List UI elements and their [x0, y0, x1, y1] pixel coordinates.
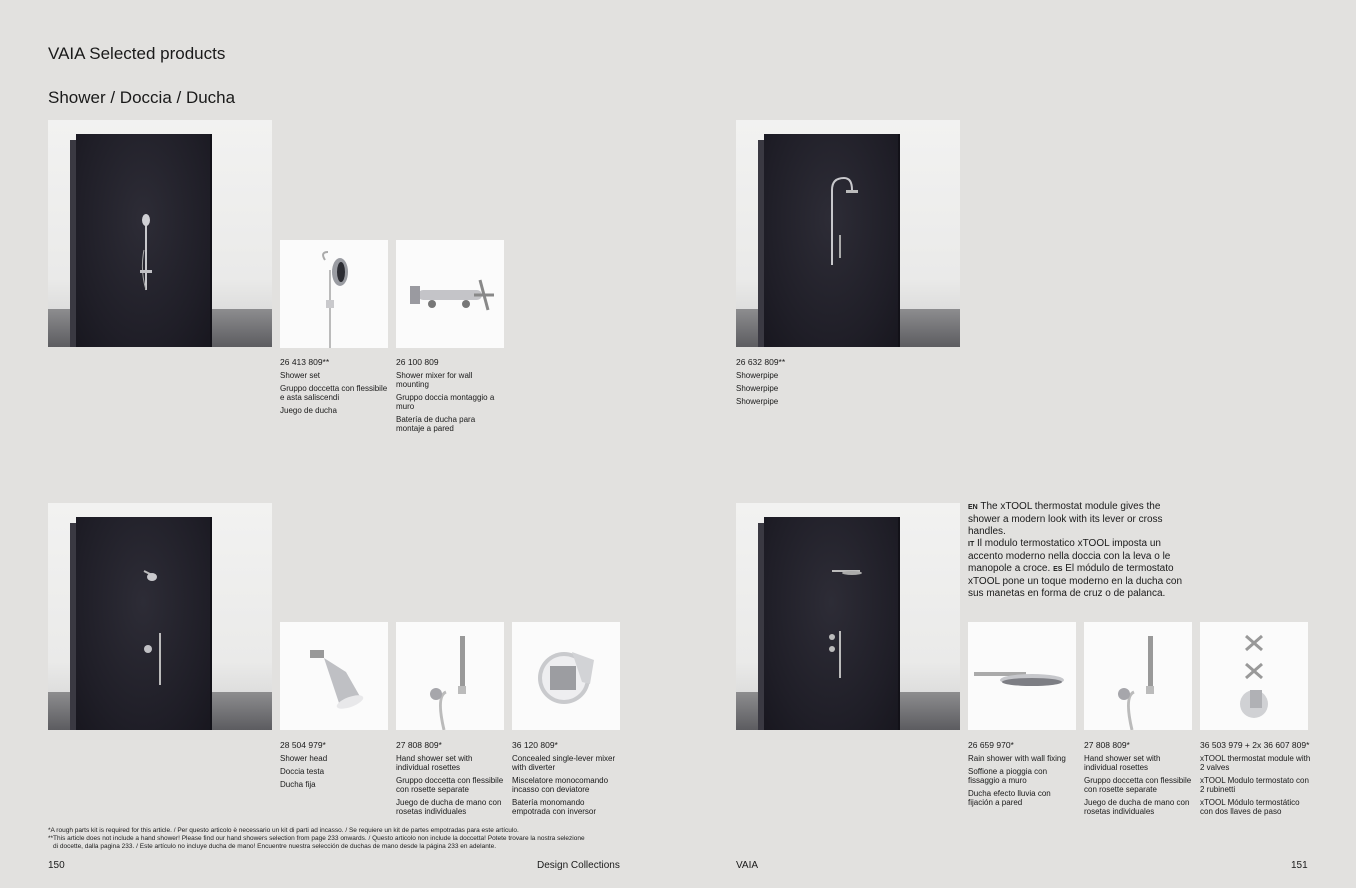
product-desc-it: Doccia testa [280, 767, 325, 776]
running-footer-right: VAIA [736, 860, 759, 871]
note-en: The xTOOL thermostat module gives the shower a modern look with its lever or cross handles. [968, 501, 1163, 537]
page-title: VAIA Selected products [48, 44, 226, 63]
lang-tag-en: EN [968, 504, 978, 511]
scene-image-showerpipe [736, 120, 960, 347]
caption-p8 [1084, 741, 1192, 820]
product-desc-es: Batería de ducha para montaje a pared [396, 415, 476, 433]
caption-p7 [968, 741, 1076, 811]
caption-p9 [1200, 741, 1312, 820]
product-code: 36 120 809* [512, 740, 558, 750]
product-desc-es: Batería monomando empotrada con inversor [512, 798, 597, 816]
product-desc-it: Gruppo doccetta con flessibile e asta saliscendi [280, 384, 388, 402]
lang-tag-es: ES [1053, 566, 1063, 573]
scene-image-xtool [736, 503, 960, 730]
product-desc-en: Hand shower set with individual rosettes [1084, 754, 1161, 772]
caption-p2 [396, 358, 500, 437]
product-desc-it: Showerpipe [736, 384, 779, 393]
product-desc-it: Gruppo doccetta con flessibile con rosette separate [1084, 776, 1192, 794]
caption-p5 [396, 741, 504, 820]
product-desc-it: xTOOL Modulo termostato con 2 rubinetti [1200, 776, 1309, 794]
product-code: 28 504 979* [280, 740, 326, 750]
product-desc-es: xTOOL Módulo termostático con dos llaves de paso [1200, 798, 1300, 816]
caption-p1 [280, 358, 392, 419]
product-desc-es: Juego de ducha de mano con rosetas individuales [1084, 798, 1190, 816]
product-desc-it: Gruppo doccia montaggio a muro [396, 393, 495, 411]
section-title: Shower / Doccia / Ducha [48, 88, 236, 107]
caption-p3 [736, 358, 848, 410]
product-desc-en: Rain shower with wall fixing [968, 754, 1066, 763]
product-image-hand-shower-set-2 [1084, 622, 1192, 730]
product-code: 27 808 809* [396, 740, 442, 750]
product-desc-en: Shower head [280, 754, 328, 763]
product-code: 26 413 809** [280, 357, 330, 367]
product-desc-it: Gruppo doccetta con flessibile con rosette separate [396, 776, 504, 794]
caption-p6 [512, 741, 620, 820]
product-image-hand-shower-set [396, 622, 504, 730]
product-desc-es: Juego de ducha [280, 406, 337, 415]
footnote [48, 827, 628, 851]
scene-image-shower-head [48, 503, 272, 730]
product-code: 27 808 809* [1084, 740, 1130, 750]
product-image-shower-set [280, 240, 388, 348]
footnote-line: *A rough parts kit is required for this article. / Per questo articolo è necessario un kit di parti ad incasso. / Se requiere un kit de partes empotradas para este artículo. [48, 827, 519, 834]
product-code: 26 659 970* [968, 740, 1014, 750]
product-image-rain-shower [968, 622, 1076, 730]
product-desc-en: xTOOL thermostat module with 2 valves [1200, 754, 1311, 772]
footnote-line: di docette, dalla pagina 233. / Este artículo no incluye ducha de mano! Encuentre nuestra selección de duchas de mano desde la página 233 en adelante. [53, 843, 497, 850]
product-desc-it: Soffione a pioggia con fissaggio a muro [968, 767, 1048, 785]
product-code: 26 100 809 [396, 357, 439, 367]
product-desc-en: Shower mixer for wall mounting [396, 371, 473, 389]
product-image-shower-head [280, 622, 388, 730]
product-desc-es: Juego de ducha de mano con rosetas individuales [396, 798, 502, 816]
page-number-right: 151 [1291, 860, 1308, 871]
product-desc-en: Showerpipe [736, 371, 779, 380]
product-image-concealed-mixer [512, 622, 620, 730]
product-desc-en: Concealed single-lever mixer with diverter [512, 754, 616, 772]
product-code: 26 632 809** [736, 357, 786, 367]
product-image-shower-mixer [396, 240, 504, 348]
scene-image-shower-set [48, 120, 272, 347]
footnote-line: **This article does not include a hand shower! Please find our hand showers selection from page 233 onwards. / Questo articolo non include la doccetta! Potete trovare la nostra selezione [48, 835, 585, 842]
page-number-left: 150 [48, 860, 65, 871]
product-desc-es: Showerpipe [736, 397, 779, 406]
caption-p4 [280, 741, 392, 793]
product-desc-en: Hand shower set with individual rosettes [396, 754, 473, 772]
running-footer-left: Design Collections [537, 860, 620, 871]
note-it: Il modulo termostatico xTOOL imposta un accento moderno nella doccia con la leva o le manopole a croce. [968, 538, 1171, 574]
product-desc-it: Miscelatore monocomando incasso con deviatore [512, 776, 609, 794]
note-es: El módulo de termostato xTOOL pone un toque moderno en la ducha con sus manetas en forma de cruz o de palanca. [968, 563, 1183, 599]
product-desc-es: Ducha fija [280, 780, 316, 789]
product-desc-en: Shower set [280, 371, 321, 380]
xtool-description [968, 501, 1190, 600]
product-image-thermostat-module [1200, 622, 1308, 730]
lang-tag-it: IT [968, 541, 975, 548]
product-code: 36 503 979 + 2x 36 607 809* [1200, 740, 1310, 750]
product-desc-es: Ducha efecto lluvia con fijación a pared [968, 789, 1051, 807]
